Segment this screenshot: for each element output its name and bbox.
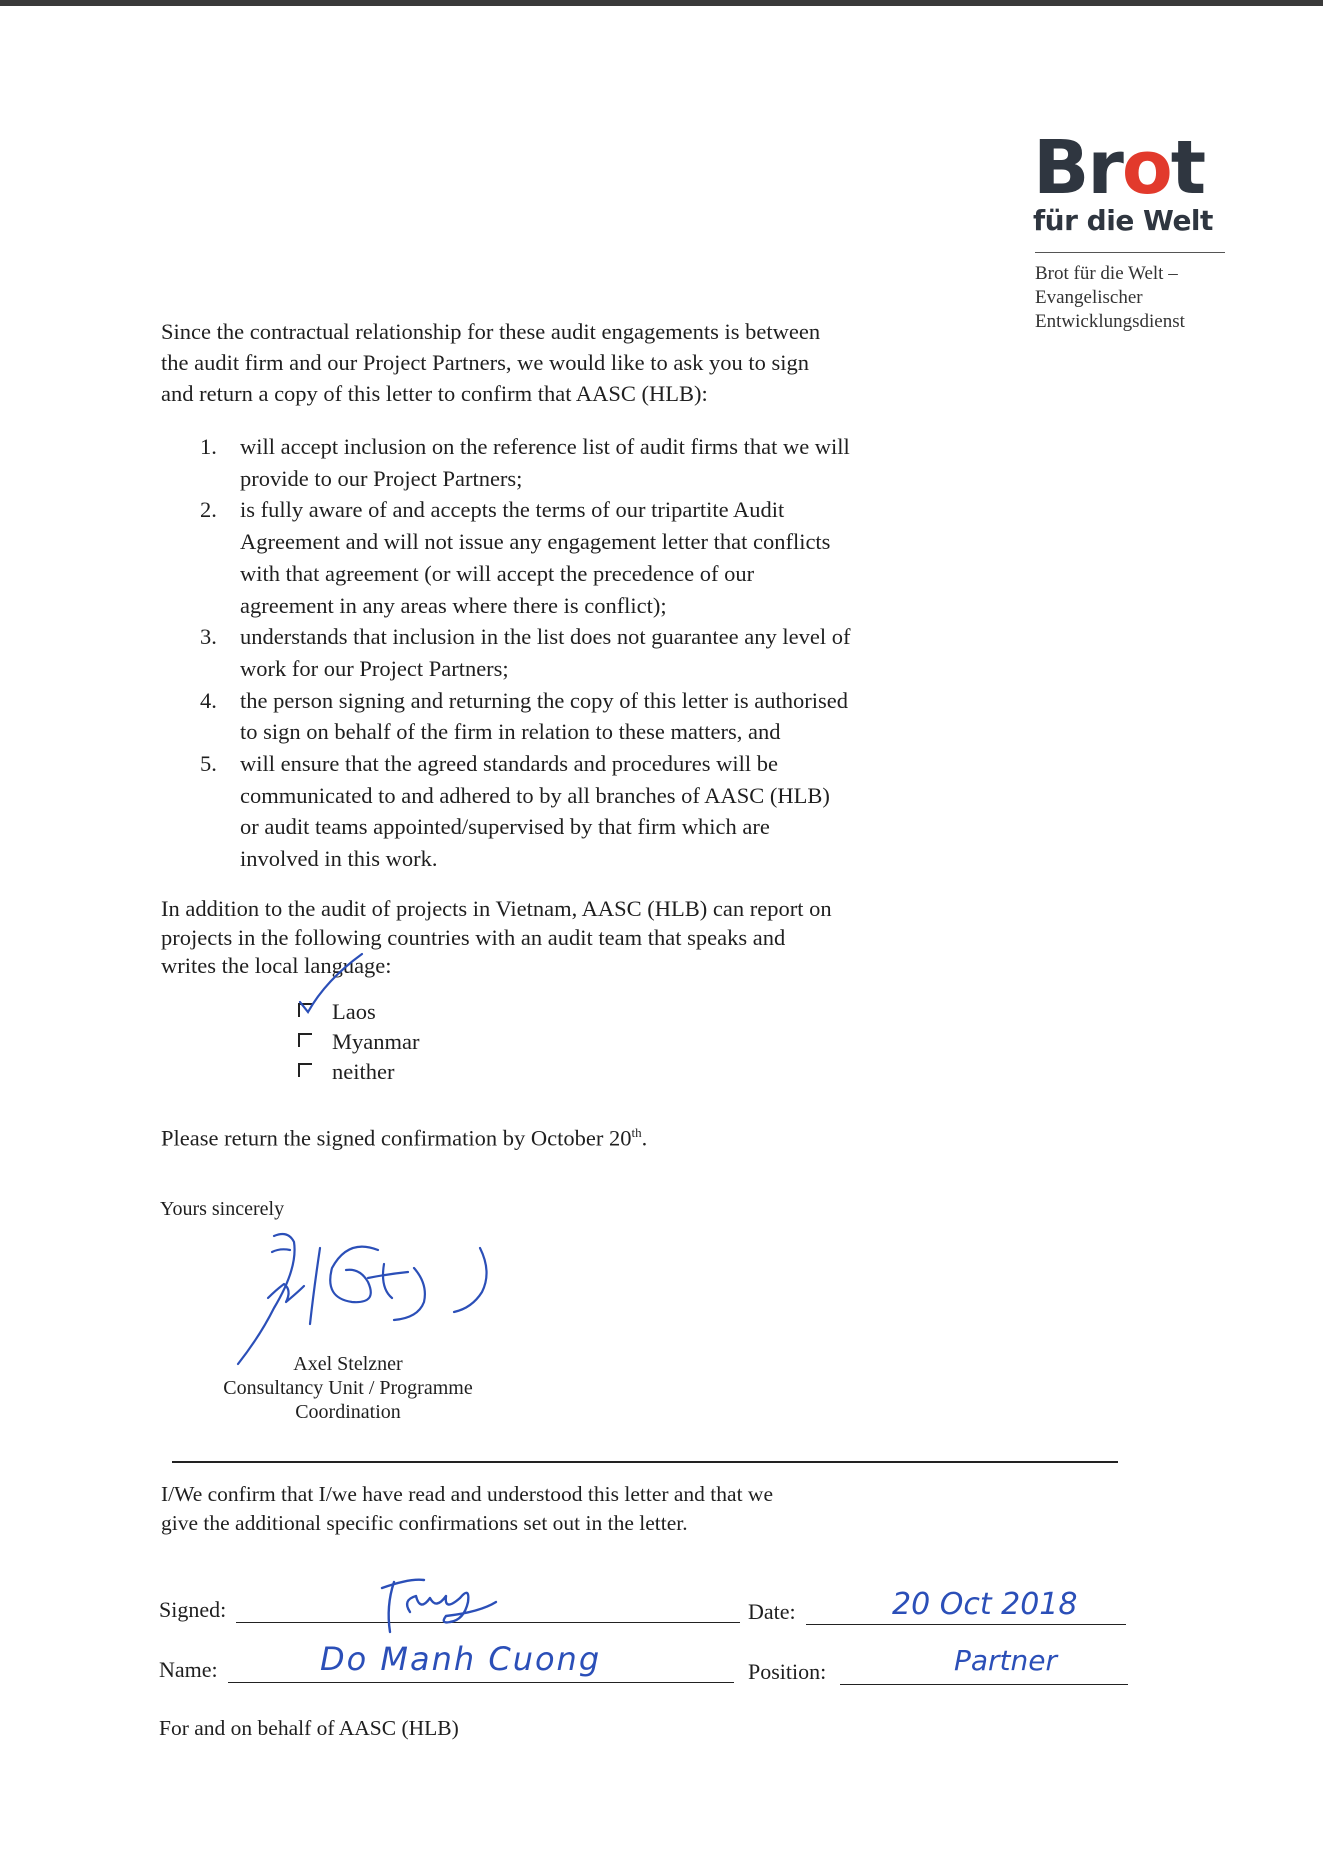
confirmation-list [190,431,850,875]
partner-signature [380,1572,510,1638]
on-behalf-text: For and on behalf of AASC (HLB) [159,1716,459,1740]
signatory-title: Coordination [295,1401,401,1423]
list-item: 3. understands that inclusion in the list does not guarantee any level of work for our Project Partners; [200,624,851,681]
countries-paragraph: In addition to the audit of projects in Vietnam, AASC (HLB) can report on projects in the following countries with an audit team that speaks and writes the local language: [161,896,832,978]
list-item: 4. the person signing and returning the copy of this letter is authorised to sign on behalf of the firm in relation to these matters, and [200,687,848,745]
position-line[interactable] [840,1684,1128,1685]
logo-divider [1035,252,1225,253]
option-neither[interactable]: neither [298,1058,394,1086]
brand-logo-wordmark: Brot [1033,125,1205,211]
date-label: Date: [748,1599,796,1624]
list-item: 5. will ensure that the agreed standards and procedures will be communicated to and adhered to by all branches of AASC (HLB) or audit teams appointed/supervised by that firm which are involved in this work. [200,751,830,872]
closing: Yours sincerely [160,1198,285,1220]
sender-signature [228,1228,518,1368]
date-line[interactable] [806,1624,1126,1625]
signatory-title: Consultancy Unit / Programme [223,1377,473,1399]
option-myanmar[interactable]: Myanmar [298,1028,419,1056]
list-item: 2. is fully aware of and accepts the terms of our tripartite Audit Agreement and will not issue any engagement letter that conflicts with that agreement (or will accept the precedence of our agreement in any areas where there is conflict); [200,497,831,618]
section-divider [172,1461,1118,1463]
return-instruction: Please return the signed confirmation by October 20th. [161,1125,648,1151]
checkbox-myanmar[interactable] [298,1033,312,1047]
signatory-block [178,1352,518,1424]
list-item: 1. will accept inclusion on the reference list of audit firms that we will provide to our Project Partners; [200,434,850,491]
confirmation-paragraph: I/We confirm that I/we have read and understood this letter and that we give the additional specific confirmations set out in the letter. [161,1482,773,1535]
signed-label: Signed: [159,1597,227,1622]
signatory-name: Axel Stelzner [293,1353,403,1375]
position-label: Position: [748,1659,827,1684]
intro-paragraph: Since the contractual relationship for these audit engagements is between the audit firm and our Project Partners, we would like to ask you to sign and return a copy of this letter to confirm that AASC (HLB): [161,319,821,406]
brand-logo-subline: für die Welt [1033,204,1213,237]
sender-address: Brot für die Welt – Evangelischer Entwicklungsdienst [1035,263,1185,332]
handwritten-check-mark [296,950,376,1020]
name-line[interactable] [228,1682,734,1683]
name-label: Name: [159,1657,218,1682]
position-value[interactable]: Partner [954,1644,1058,1677]
option-laos[interactable]: Laos [298,998,376,1026]
page-top-edge [0,0,1323,6]
name-value[interactable]: Do Manh Cuong [320,1640,602,1678]
checkbox-neither[interactable] [298,1063,312,1077]
date-value[interactable]: 20 Oct 2018 [892,1587,1078,1622]
